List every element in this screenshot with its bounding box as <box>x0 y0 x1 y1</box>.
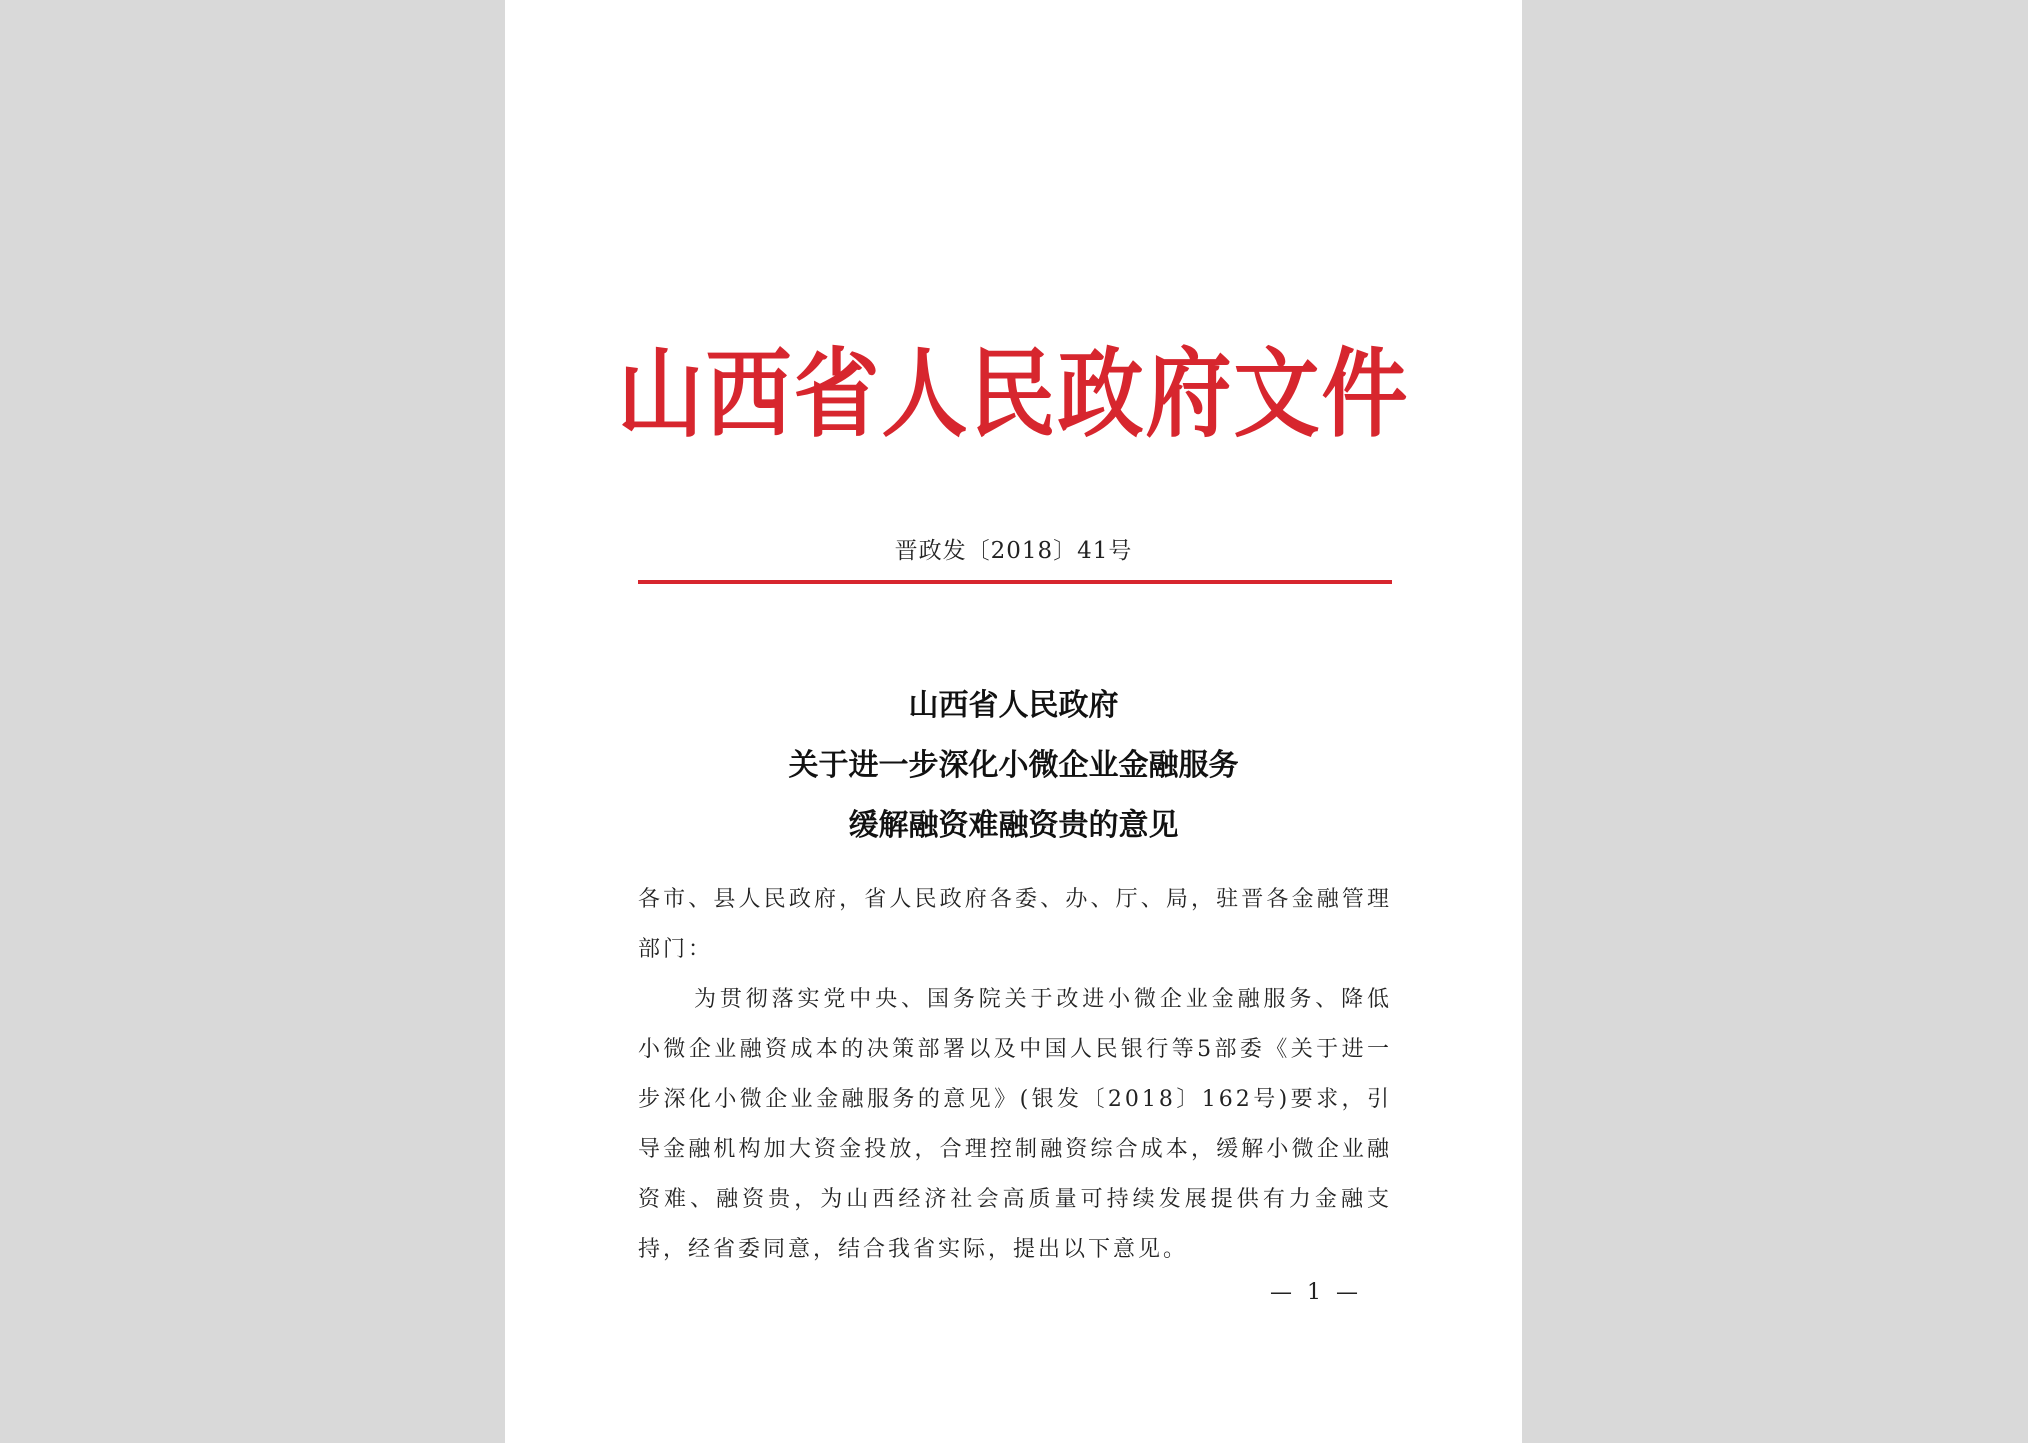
page-number: — 1 — <box>1270 1280 1362 1305</box>
title-line-1: 山西省人民政府 <box>908 688 1119 723</box>
document-number: 晋政发〔2018〕41号 <box>894 538 1133 564</box>
paragraph-1: 为贯彻落实党中央、国务院关于改进小微企业金融服务、降低小微企业融资成本的决策部署以及中国人民银行等5部委《关于进一步深化小微企业金融服务的意见》(银发〔2018〕162号)要求，引导金融机构加大资金投放，合理控制融资综合成本，缓解小微企业融资难、融资贵，为山西经济社会高质量可持续发展提供有力金融支持，经省委同意，结合我省实际，提出以下意见。 <box>638 987 1392 1262</box>
red-divider-line <box>638 580 1392 584</box>
title-line-3: 缓解融资难融资贵的意见 <box>848 808 1179 843</box>
title-line-2: 关于进一步深化小微企业金融服务 <box>788 748 1239 783</box>
document-body <box>638 875 1392 1275</box>
document-page <box>505 0 1522 1443</box>
masthead-title: 山西省人民政府文件 <box>617 337 1410 451</box>
salutation: 各市、县人民政府，省人民政府各委、办、厅、局，驻晋各金融管理部门： <box>638 887 1392 962</box>
document-title <box>505 676 1522 856</box>
